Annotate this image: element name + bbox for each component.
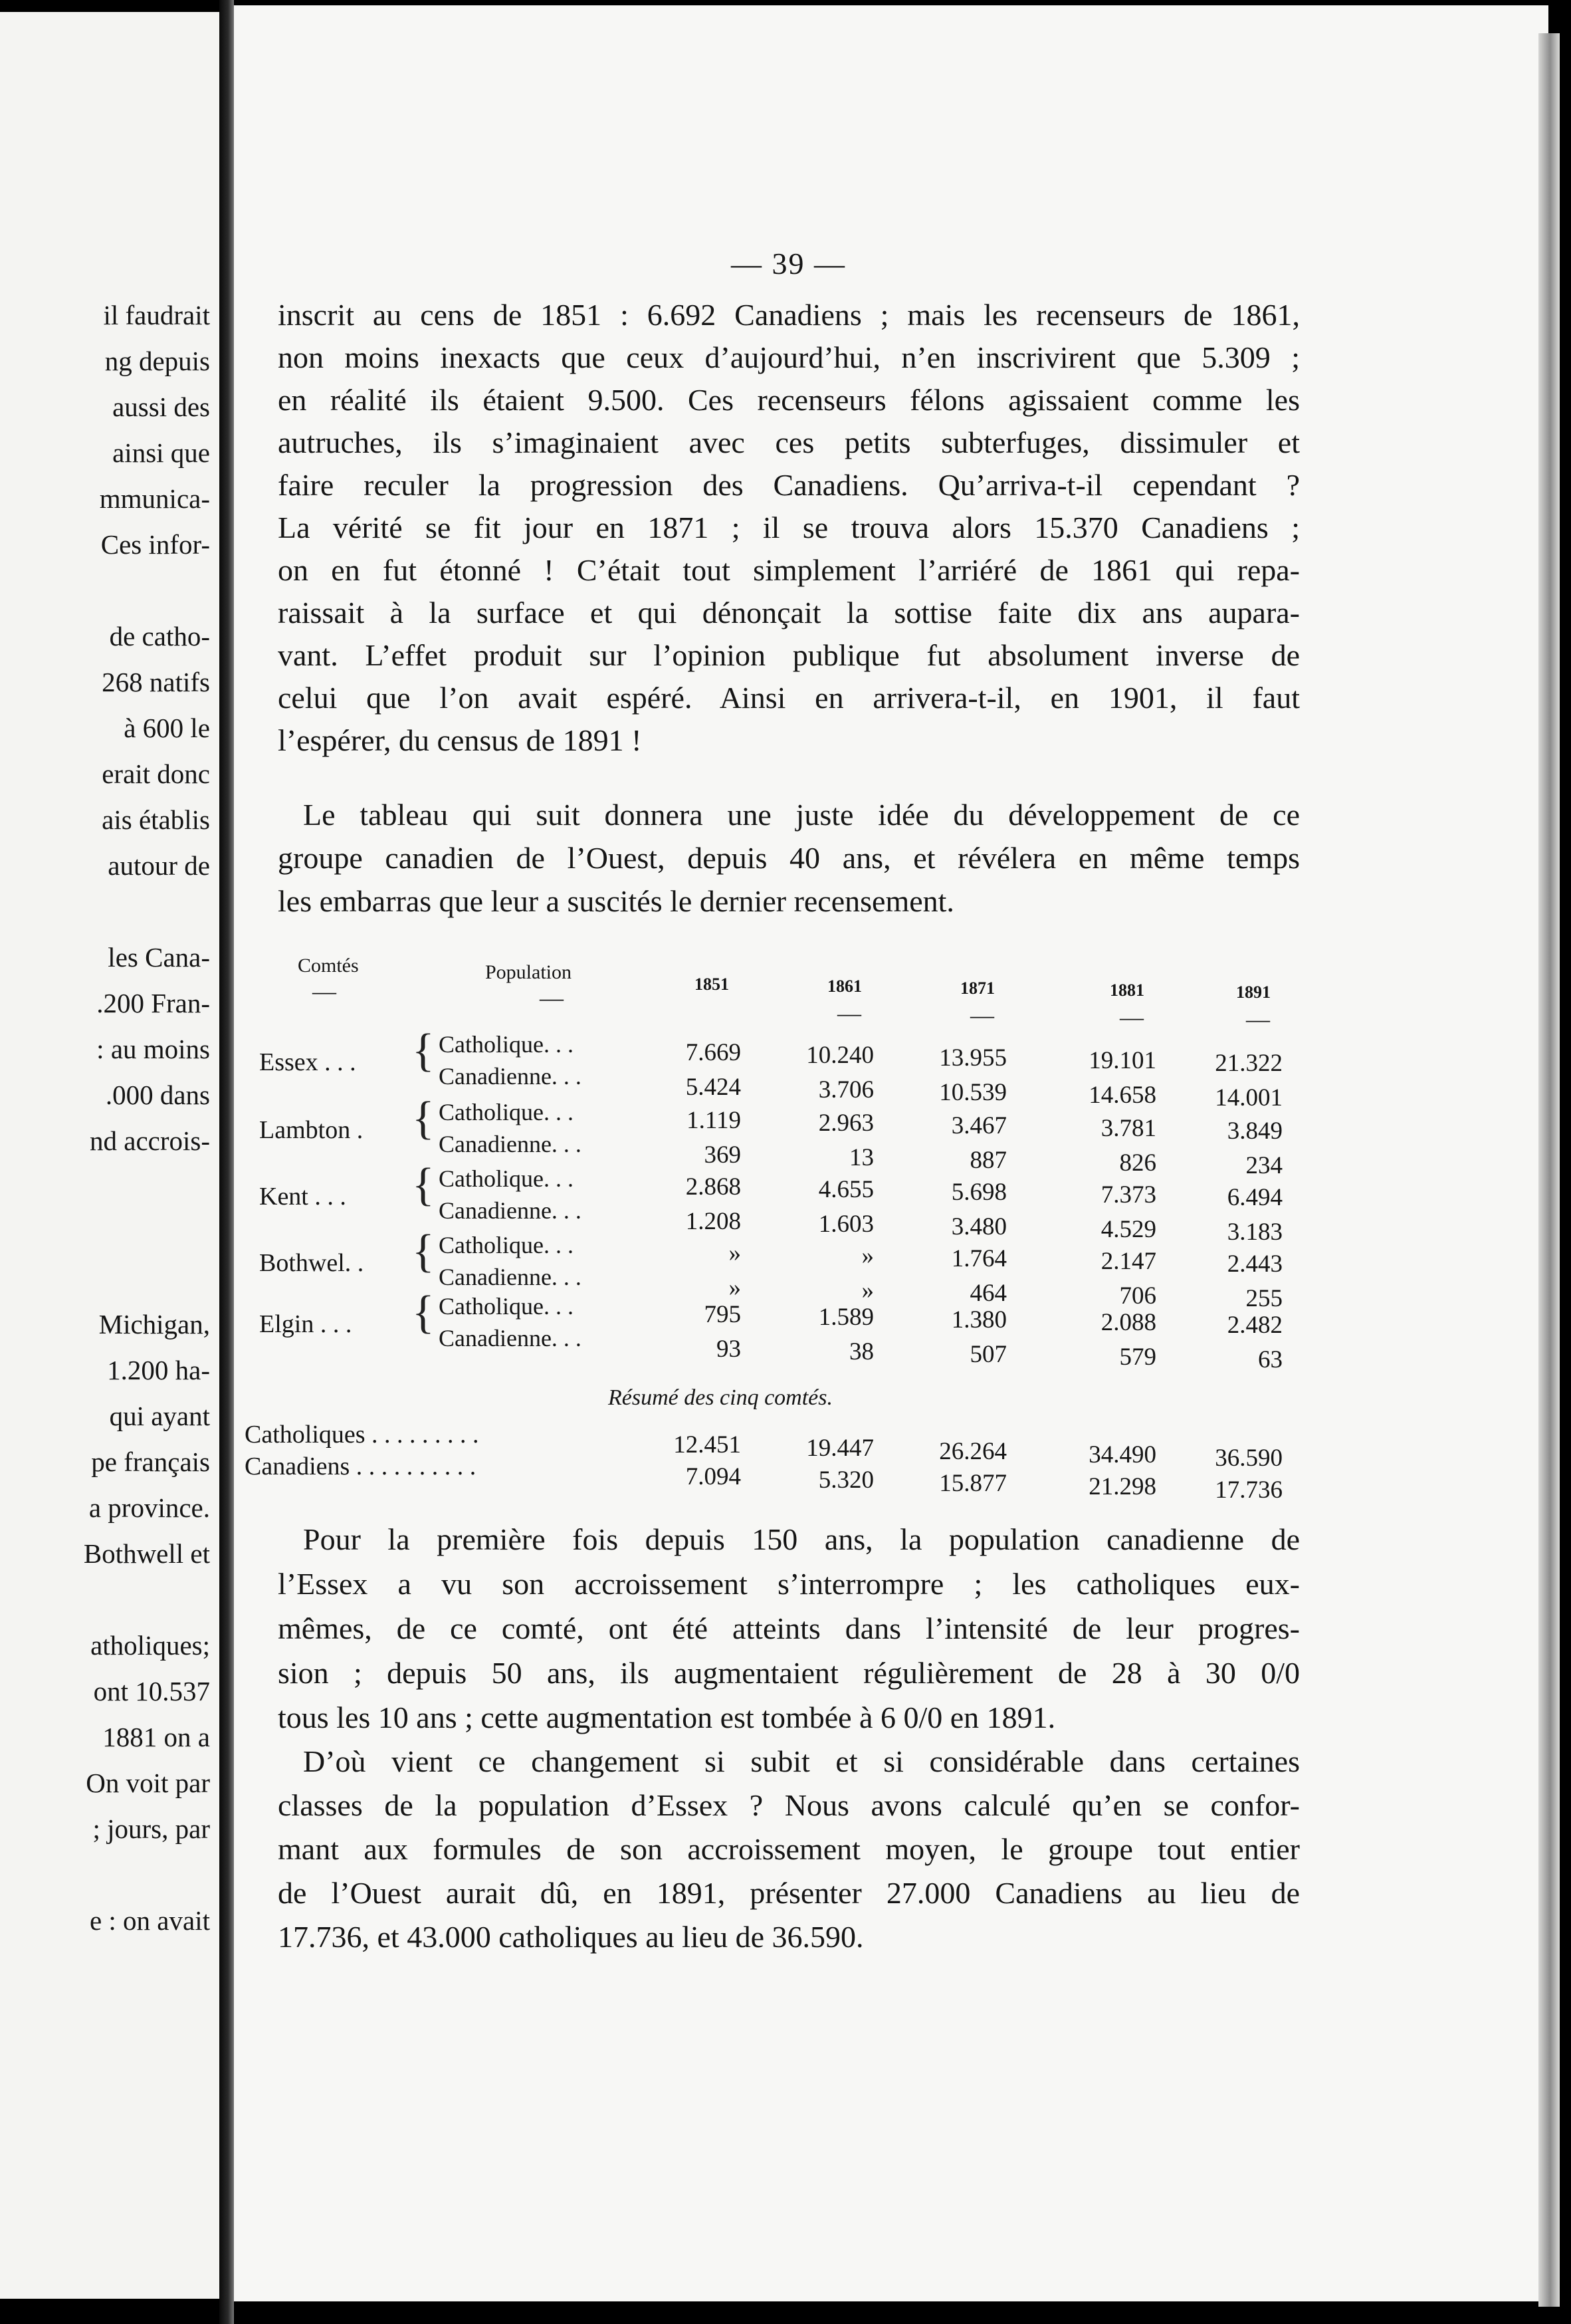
summary-label: Canadiens . . . . . . . . . . xyxy=(245,1452,476,1480)
header-comtes: Comtés xyxy=(298,955,359,977)
left-fragment-line: : au moins xyxy=(96,1034,210,1064)
cell-catholique: 2.443 xyxy=(1227,1250,1283,1278)
summary-value: 15.877 xyxy=(939,1470,1007,1497)
left-fragment-line: atholiques; xyxy=(90,1630,210,1661)
text-line: mêmes, de ce comté, ont été atteints dans l’intensité de leur progres- xyxy=(278,1611,1300,1645)
left-fragment-line: 268 natifs xyxy=(102,667,210,697)
left-fragment-line: qui ayant xyxy=(109,1401,210,1431)
left-fragment-line: mmunica- xyxy=(99,483,210,514)
cell-canadienne: 255 xyxy=(1245,1285,1283,1312)
left-fragment-line: ais établis xyxy=(102,804,210,835)
cell-canadienne: » xyxy=(861,1277,874,1304)
brace: { xyxy=(412,1159,435,1211)
cell-catholique: 2.868 xyxy=(685,1173,741,1201)
year-dash: — xyxy=(1120,1004,1144,1030)
brace: { xyxy=(412,1093,435,1144)
cell-catholique: 3.781 xyxy=(1100,1115,1156,1142)
cell-catholique: 21.322 xyxy=(1215,1050,1283,1077)
text-line: Pour la première fois depuis 150 ans, la population canadienne de xyxy=(303,1522,1300,1556)
left-fragment-line: On voit par xyxy=(86,1768,210,1798)
cell-canadienne: 1.208 xyxy=(685,1208,741,1235)
cell-catholique: 795 xyxy=(704,1301,741,1328)
summary-value: 34.490 xyxy=(1089,1441,1156,1468)
left-fragment-line: aussi des xyxy=(112,392,210,422)
text-line: classes de la population d’Essex ? Nous avons calculé qu’en se confor- xyxy=(278,1788,1300,1822)
row-label-canadienne: Canadienne. . . xyxy=(439,1131,581,1157)
year-dash: — xyxy=(1246,1006,1270,1032)
cell-canadienne: 579 xyxy=(1119,1343,1156,1371)
county-name: Elgin . . . xyxy=(259,1310,352,1338)
cell-canadienne: 10.539 xyxy=(939,1079,1007,1106)
cell-canadienne: » xyxy=(728,1274,741,1302)
left-fragment-line: de catho- xyxy=(109,621,210,651)
row-label-catholique: Catholique. . . xyxy=(439,1031,574,1058)
book-gutter xyxy=(219,0,234,2324)
left-fragment-line: e : on avait xyxy=(89,1905,210,1936)
left-fragment-line: Michigan, xyxy=(98,1309,210,1339)
cell-canadienne: 63 xyxy=(1258,1346,1283,1373)
left-fragment-line: 1881 on a xyxy=(102,1722,210,1752)
text-line: groupe canadien de l’Ouest, depuis 40 ans, et révélera en même temps xyxy=(278,841,1300,875)
cell-catholique: 3.849 xyxy=(1227,1117,1283,1145)
text-line: tous les 10 ans ; cette augmentation est tombée à 6 0/0 en 1891. xyxy=(278,1700,1056,1734)
row-label-catholique: Catholique. . . xyxy=(439,1165,574,1192)
cell-catholique: 2.482 xyxy=(1227,1312,1283,1339)
year-dash: — xyxy=(837,1000,861,1026)
text-line: les embarras que leur a suscités le dernier recensement. xyxy=(278,884,954,918)
left-fragment-line: .200 Fran- xyxy=(96,988,210,1018)
cell-catholique: 3.467 xyxy=(951,1112,1007,1139)
cell-catholique: 19.101 xyxy=(1089,1047,1156,1074)
summary-value: 5.320 xyxy=(818,1466,874,1494)
text-line: de l’Ouest aurait dû, en 1891, présenter 27.000 Canadiens au lieu de xyxy=(278,1876,1300,1910)
text-line: l’Essex a vu son accroissement s’interrompre ; les catholiques eux- xyxy=(278,1567,1300,1601)
text-line: Le tableau qui suit donnera une juste idée du développement de ce xyxy=(303,798,1300,832)
cell-catholique: 6.494 xyxy=(1227,1184,1283,1211)
cell-canadienne: 234 xyxy=(1245,1152,1283,1179)
left-fragment-line: les Cana- xyxy=(108,942,210,973)
text-line: l’espérer, du census de 1891 ! xyxy=(278,723,642,757)
cell-catholique: 1.380 xyxy=(951,1306,1007,1334)
cell-catholique: 1.589 xyxy=(818,1304,874,1331)
row-label-canadienne: Canadienne. . . xyxy=(439,1264,581,1290)
brace: { xyxy=(412,1226,435,1277)
year-header: 1891 xyxy=(1236,983,1271,1002)
left-fragment-line: il faudrait xyxy=(103,300,210,330)
cell-canadienne: 507 xyxy=(970,1341,1007,1368)
text-line: celui que l’on avait espéré. Ainsi en arrivera-t-il, en 1901, il faut xyxy=(278,681,1300,715)
page-edge xyxy=(1538,33,1560,2307)
left-fragment-line: ont 10.537 xyxy=(93,1676,210,1706)
cell-canadienne: 1.603 xyxy=(818,1211,874,1238)
left-fragment-line: a province. xyxy=(88,1492,210,1523)
summary-label: Catholiques . . . . . . . . . xyxy=(245,1421,479,1449)
summary-title: Résumé des cinq comtés. xyxy=(608,1385,833,1410)
text-line: mant aux formules de son accroissement moyen, le groupe tout entier xyxy=(278,1832,1300,1866)
year-dash: — xyxy=(970,1002,994,1028)
cell-canadienne: 3.706 xyxy=(818,1076,874,1104)
cell-catholique: 10.240 xyxy=(806,1042,874,1069)
cell-canadienne: 4.529 xyxy=(1100,1216,1156,1243)
summary-value: 21.298 xyxy=(1089,1473,1156,1500)
text-line: en réalité ils étaient 9.500. Ces recenseurs félons agissaient comme les xyxy=(278,383,1300,417)
cell-catholique: 4.655 xyxy=(818,1176,874,1203)
row-label-canadienne: Canadienne. . . xyxy=(439,1197,581,1224)
year-header: 1861 xyxy=(827,977,862,996)
page-number: — 39 — xyxy=(731,247,846,281)
left-fragment-line: à 600 le xyxy=(124,713,210,743)
cell-catholique: 7.373 xyxy=(1100,1181,1156,1209)
cell-canadienne: 13 xyxy=(849,1144,874,1171)
row-label-catholique: Catholique. . . xyxy=(439,1232,574,1258)
text-line: non moins inexacts que ceux d’aujourd’hui, n’en inscrivirent que 5.309 ; xyxy=(278,340,1300,374)
year-header: 1881 xyxy=(1110,981,1144,1000)
left-fragment-line: ainsi que xyxy=(112,437,210,468)
cell-catholique: 1.764 xyxy=(951,1245,1007,1272)
row-label-canadienne: Canadienne. . . xyxy=(439,1325,581,1351)
cell-canadienne: 3.183 xyxy=(1227,1219,1283,1246)
cell-canadienne: 14.658 xyxy=(1089,1082,1156,1109)
text-line: La vérité se fit jour en 1871 ; il se trouva alors 15.370 Canadiens ; xyxy=(278,511,1300,544)
left-fragment-line: Ces infor- xyxy=(100,529,210,560)
year-header: 1851 xyxy=(694,975,729,994)
text-line: D’où vient ce changement si subit et si considérable dans certaines xyxy=(303,1744,1300,1778)
text-line: on en fut étonné ! C’était tout simplement l’arriéré de 1861 qui repa- xyxy=(278,553,1300,587)
cell-canadienne: 38 xyxy=(849,1338,874,1365)
left-fragment-line: autour de xyxy=(108,850,210,881)
cell-canadienne: 464 xyxy=(970,1280,1007,1307)
cell-catholique: 5.698 xyxy=(951,1179,1007,1206)
summary-value: 26.264 xyxy=(939,1438,1007,1465)
summary-value: 7.094 xyxy=(685,1463,741,1490)
cell-canadienne: 3.480 xyxy=(951,1213,1007,1240)
row-label-catholique: Catholique. . . xyxy=(439,1099,574,1125)
summary-value: 17.736 xyxy=(1215,1476,1283,1504)
header-population: Population xyxy=(485,961,572,983)
cell-catholique: 7.669 xyxy=(685,1039,741,1066)
cell-canadienne: 887 xyxy=(970,1147,1007,1174)
cell-canadienne: 706 xyxy=(1119,1282,1156,1310)
text-line: autruches, ils s’imaginaient avec ces petits subterfuges, dissimuler et xyxy=(278,425,1300,459)
text-line: vant. L’effet produit sur l’opinion publique fut absolument inverse de xyxy=(278,638,1300,672)
text-line: raissait à la surface et qui dénonçait la sottise faite dix ans aupara- xyxy=(278,596,1300,630)
cell-canadienne: 369 xyxy=(704,1141,741,1169)
cell-catholique: 2.088 xyxy=(1100,1309,1156,1336)
county-name: Essex . . . xyxy=(259,1048,356,1076)
header-dash: — xyxy=(312,978,336,1004)
left-fragment-line: nd accrois- xyxy=(90,1125,210,1156)
text-line: sion ; depuis 50 ans, ils augmentaient régulièrement de 28 à 30 0/0 xyxy=(278,1656,1300,1690)
left-fragment-line: ; jours, par xyxy=(92,1813,210,1844)
cell-canadienne: 826 xyxy=(1119,1149,1156,1177)
cell-catholique: 13.955 xyxy=(939,1044,1007,1072)
cell-catholique: » xyxy=(861,1242,874,1270)
text-line: 17.736, et 43.000 catholiques au lieu de 36.590. xyxy=(278,1920,864,1954)
county-name: Kent . . . xyxy=(259,1183,346,1211)
summary-value: 12.451 xyxy=(673,1431,741,1458)
county-name: Bothwel. . xyxy=(259,1249,364,1277)
cell-catholique: » xyxy=(728,1240,741,1267)
left-fragment-line: .000 dans xyxy=(105,1080,210,1110)
county-name: Lambton . xyxy=(259,1116,364,1144)
left-fragment-line: Bothwell et xyxy=(83,1538,210,1569)
cell-canadienne: 93 xyxy=(716,1336,741,1363)
brace: { xyxy=(412,1287,435,1338)
cell-catholique: 2.963 xyxy=(818,1109,874,1137)
cell-canadienne: 14.001 xyxy=(1215,1084,1283,1111)
left-fragment-line: 1.200 ha- xyxy=(107,1355,210,1385)
facing-page-fragment xyxy=(0,12,219,2299)
text-line: faire reculer la progression des Canadiens. Qu’arriva-t-il cependant ? xyxy=(278,468,1300,502)
left-fragment-line: erait donc xyxy=(102,758,210,789)
text-line: inscrit au cens de 1851 : 6.692 Canadiens ; mais les recenseurs de 1861, xyxy=(278,298,1300,332)
header-dash: — xyxy=(540,985,564,1011)
row-label-catholique: Catholique. . . xyxy=(439,1293,574,1320)
left-fragment-line: pe français xyxy=(91,1447,210,1477)
summary-value: 36.590 xyxy=(1215,1445,1283,1472)
brace: { xyxy=(412,1025,435,1076)
cell-catholique: 2.147 xyxy=(1100,1248,1156,1275)
left-fragment-line: ng depuis xyxy=(104,346,210,376)
cell-canadienne: 5.424 xyxy=(685,1074,741,1101)
summary-value: 19.447 xyxy=(806,1435,874,1462)
year-header: 1871 xyxy=(960,979,995,998)
row-label-canadienne: Canadienne. . . xyxy=(439,1063,581,1090)
cell-catholique: 1.119 xyxy=(686,1107,741,1134)
